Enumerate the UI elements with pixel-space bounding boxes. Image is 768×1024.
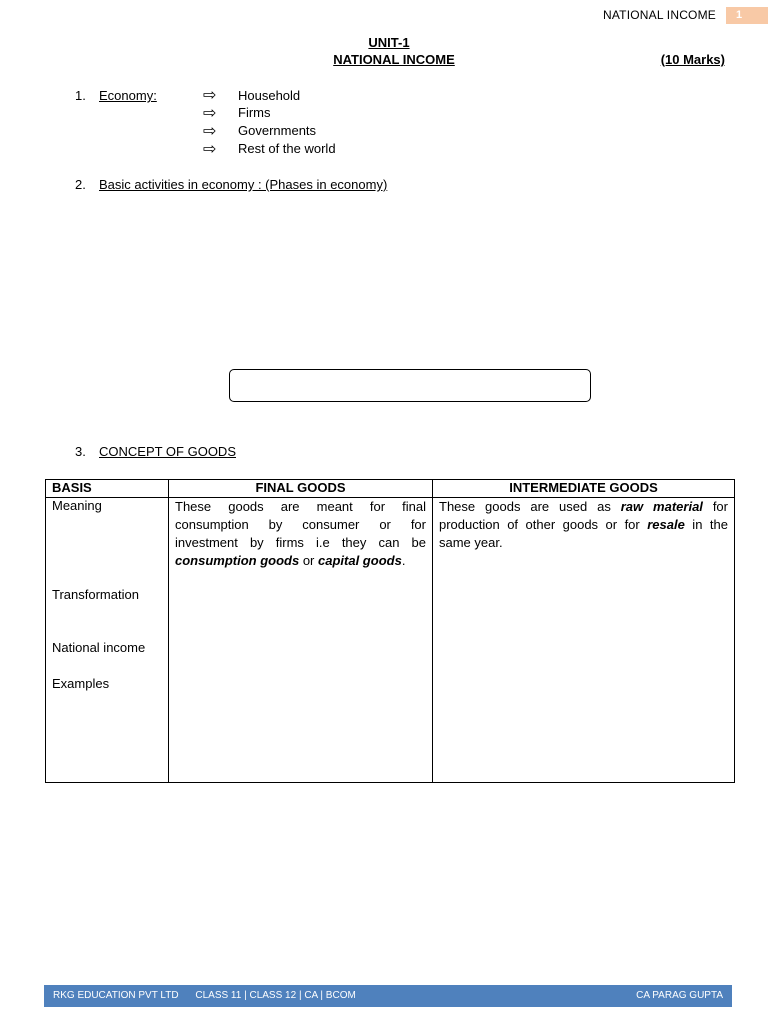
double-right-arrow-icon: ⇨ [203, 141, 217, 158]
basis-column-cell [46, 498, 169, 783]
double-right-arrow-icon: ⇨ [203, 105, 217, 122]
emphasis-capital-goods: capital goods [318, 553, 402, 568]
page-footer [44, 985, 732, 1007]
section-1-label: Economy: [99, 88, 157, 103]
section-1-number: 1. [75, 88, 86, 103]
footer-classes: CLASS 11 | CLASS 12 | CA | BCOM [195, 990, 356, 1001]
final-goods-cell [169, 498, 433, 783]
section-2-label: Basic activities in economy : (Phases in economy) [99, 177, 388, 192]
economy-item-governments: Governments [238, 123, 317, 138]
running-header-title: NATIONAL INCOME [602, 8, 716, 22]
table-row [46, 498, 735, 783]
emphasis-raw-material: raw material [620, 499, 703, 514]
economy-item-rest-of-world: Rest of the world [238, 141, 336, 156]
basis-examples: Examples [52, 676, 110, 691]
double-right-arrow-icon: ⇨ [203, 87, 217, 104]
emphasis-consumption-goods: consumption goods [175, 553, 300, 568]
footer-company: RKG EDUCATION PVT LTD [53, 990, 179, 1001]
footer-author: CA PARAG GUPTA [636, 990, 723, 1001]
column-header-intermediate-goods: INTERMEDIATE GOODS [433, 480, 735, 498]
section-3-number: 3. [75, 444, 86, 459]
table-header-row [46, 480, 735, 498]
section-3-label: CONCEPT OF GOODS [99, 444, 236, 459]
section-2-number: 2. [75, 177, 86, 192]
unit-heading: UNIT-1 [368, 35, 410, 50]
economy-item-household: Household [238, 88, 301, 103]
marks-label: (10 Marks) [660, 52, 725, 67]
page-title: NATIONAL INCOME [333, 52, 455, 67]
basis-meaning: Meaning [52, 498, 102, 513]
intermediate-goods-meaning: These goods are used as raw material for production of other goods or for resale in the same year. [439, 499, 728, 550]
column-header-basis: BASIS [46, 480, 169, 498]
blank-answer-box [229, 369, 591, 402]
basis-national-income: National income [52, 640, 146, 655]
final-goods-meaning: These goods are meant for final consumption by consumer or for investment by firms i.e they can be consumption goods or capital goods. [175, 499, 426, 568]
intermediate-goods-cell [433, 498, 735, 783]
double-right-arrow-icon: ⇨ [203, 123, 217, 140]
economy-item-firms: Firms [238, 105, 271, 120]
column-header-final-goods: FINAL GOODS [169, 480, 433, 498]
concept-of-goods-table [45, 479, 735, 783]
basis-transformation: Transformation [52, 587, 139, 602]
emphasis-resale: resale [647, 517, 685, 532]
page-number-badge: 1 [726, 7, 768, 24]
